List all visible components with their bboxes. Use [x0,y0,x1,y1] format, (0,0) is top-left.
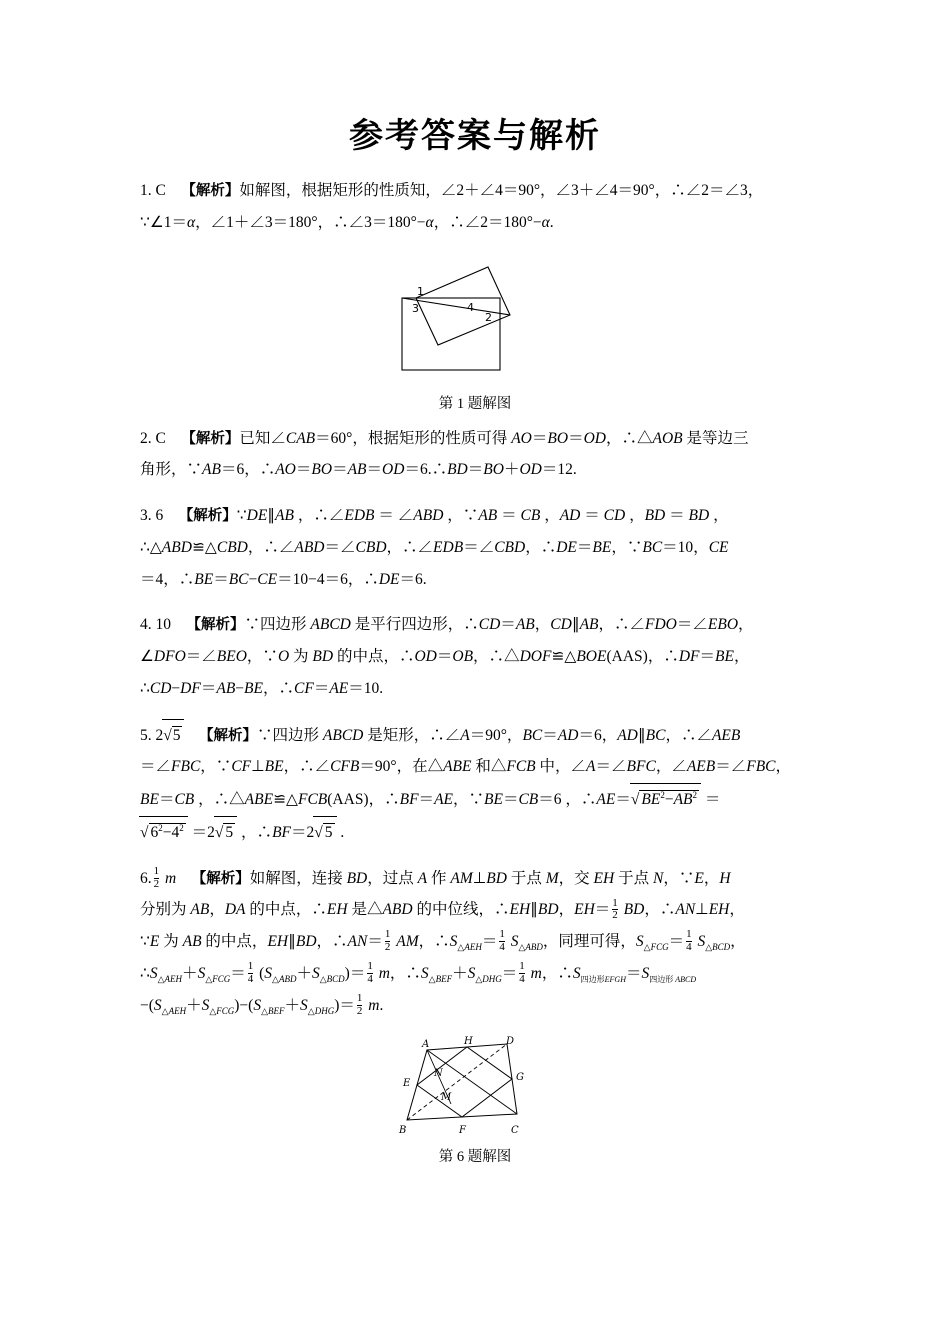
answer-line [140,816,810,849]
analysis-tag: 【解析】 [178,508,237,525]
answer-item-5 [140,719,810,849]
figure-1-caption: 第 1 题解图 [438,395,512,412]
answer-item-4 [140,609,810,704]
answer-line [140,175,810,207]
answer-text: ＝4，∴BE＝BC−CE＝10−4＝6，∴DE＝6. [140,570,427,588]
figure-label: 2 [485,310,492,324]
answer-line [140,783,810,816]
answer-text: 分别为 AB，DA 的中点，∴EH 是△ABD 的中位线，∴EH∥BD，EH＝ 1 2 BD，∴AN⊥EH， [140,896,745,922]
figure-1-drawing [380,253,570,383]
item-number: 4. 10 [140,616,171,634]
answer-text: ∴△ABD≌△CBD，∴∠ABD＝∠CBD，∴∠EDB＝∠CBD，∴DE＝BE，∵BC＝10，CE [140,538,729,556]
item-number: 5. 2√5 [140,727,184,744]
answer-line [140,958,810,990]
answer-line [140,719,810,752]
answer-text: ∵∠1＝α，∠1＋∠3＝180°，∴∠3＝180°−α，∴∠2＝180°−α. [140,213,554,231]
answer-text: $\therefore S_{\triangle AEH}+S_{\triangle FCG}= 1$ 4 $(S_{\triangle ABD}+S_{\triangle BCD})= 1$ 4 m，$\therefore S_{\triangle BEF}+S_{\triangle DHG}= 1$ 4 m，$\therefore S_{四边形EFGH}=S_{四边形 ABCD}$ [140,960,697,985]
answer-line [140,641,810,673]
answer-text: $-(S_{\triangle AEH}+S_{\triangle FCG})-(S_{\triangle BEF}+S_{\triangle DHG})= 1$ 2 m. [140,991,384,1017]
answer-line [140,454,810,486]
answer-line [140,894,810,926]
answer-line [140,863,810,895]
page-title: 参考答案与解析 [349,116,601,156]
figure-label: 3 [412,301,419,315]
figure-1 [140,253,810,388]
figure-6 [140,1036,810,1141]
answer-item-1 [140,175,810,239]
answer-line [140,990,810,1022]
answer-item-2 [140,423,810,487]
answer-line [140,751,810,783]
figure-label: F [459,1124,466,1136]
figure-label: N [434,1067,443,1079]
figure-6-drawing [375,1036,575,1136]
answer-text: BE＝CB ，∴△ABE≌△FCB(AAS)，∴BF＝AE，∵BE＝CB＝6 ，∴AE＝√ $BE^2-AB^2$ ＝ [140,791,720,808]
answer-line [140,926,810,958]
figure-label: 1 [417,284,424,298]
answer-line [140,609,810,641]
figure-label: B [399,1124,407,1136]
answer-text: 角形，∵AB＝6，∴AO＝BO＝AB＝OD＝6.∴BD＝BO＋OD＝12. [140,461,577,479]
answer-text: ∠DFO＝∠BEO，∵O 为 BD 的中点，∴OD＝OB，∴△DOF≌△BOE(AAS)，∴DF＝BE， [140,648,750,666]
figure-label: D [506,1035,515,1047]
answer-line [140,532,810,564]
answer-text: 如解图，连接 BD，过点 A 作 AM⊥BD 于点 M，交 EH 于点 N，∵E，H [249,869,731,887]
answer-item-6 [140,863,810,1022]
answer-text: √ $6^2-4^2 =2√$ 5 ，∴BF＝2√ 5 . [140,824,344,841]
figure-label: A [422,1038,430,1050]
figure-label: M [441,1091,452,1103]
figure-label: 4 [467,300,474,314]
answer-text: 已知∠CAB＝60°，根据矩形的性质可得 AO＝BO＝OD，∴△AOB 是等边三 [239,429,749,447]
figure-label: H [464,1035,473,1047]
answer-line [140,500,810,532]
answer-text: ∵E 为 AB 的中点，EH∥BD，∴AN＝ 1 2 AM，$\therefore S_{\triangle AEH}= 1$ 4 $S_{\triangle ABD}$，同理可得，$S_{\triangle FCG}= 1$ 4 $S_{\triangle BCD}$， [140,928,746,954]
analysis-tag: 【解析】 [199,727,258,744]
answer-line [140,673,810,705]
answer-text: ＝∠FBC，∵CF⊥BE，∴∠CFB＝90°，在△ABE 和△FCB 中，∠A＝∠BFC，∠AEB＝∠FBC， [140,758,792,776]
analysis-tag: 【解析】 [181,183,240,199]
item-number: 3. 6 [140,507,164,525]
answer-text: 如解图，根据矩形的性质知，∠2＋∠4＝90°，∠3＋∠4＝90°，∴∠2＝∠3， [239,182,764,199]
answer-line [140,423,810,455]
answer-text: ∵四边形 ABCD 是平行四边形，∴CD＝AB，CD∥AB，∴∠FDO＝∠EBO， [244,616,754,634]
analysis-tag: 【解析】 [181,430,240,447]
figure-label: G [516,1071,524,1083]
analysis-tag: 【解析】 [191,870,250,887]
analysis-tag: 【解析】 [186,617,245,634]
item-number: 6. $\frac{1}{2}$ m [140,864,177,890]
answer-text: ∵四边形 ABCD 是矩形，∴∠A＝90°，BC＝AD＝6，AD∥BC，∴∠AEB [257,726,741,744]
answer-text: ∵DE∥AB ，∴∠EDB ＝ ∠ABD ，∵AB ＝ CB ，AD ＝ CD ，BD ＝ BD ， [236,507,729,525]
figure-6-caption: 第 6 题解图 [438,1148,512,1165]
figure-label: E [403,1077,411,1089]
answer-line [140,564,810,596]
item-number: 1. C [140,182,166,199]
item-number: 2. C [140,429,166,447]
answer-line [140,207,810,239]
figure-label: C [511,1124,519,1136]
answer-text: ∴CD−DF＝AB−BE，∴CF＝AE＝10. [140,679,384,697]
answer-item-3 [140,500,810,595]
